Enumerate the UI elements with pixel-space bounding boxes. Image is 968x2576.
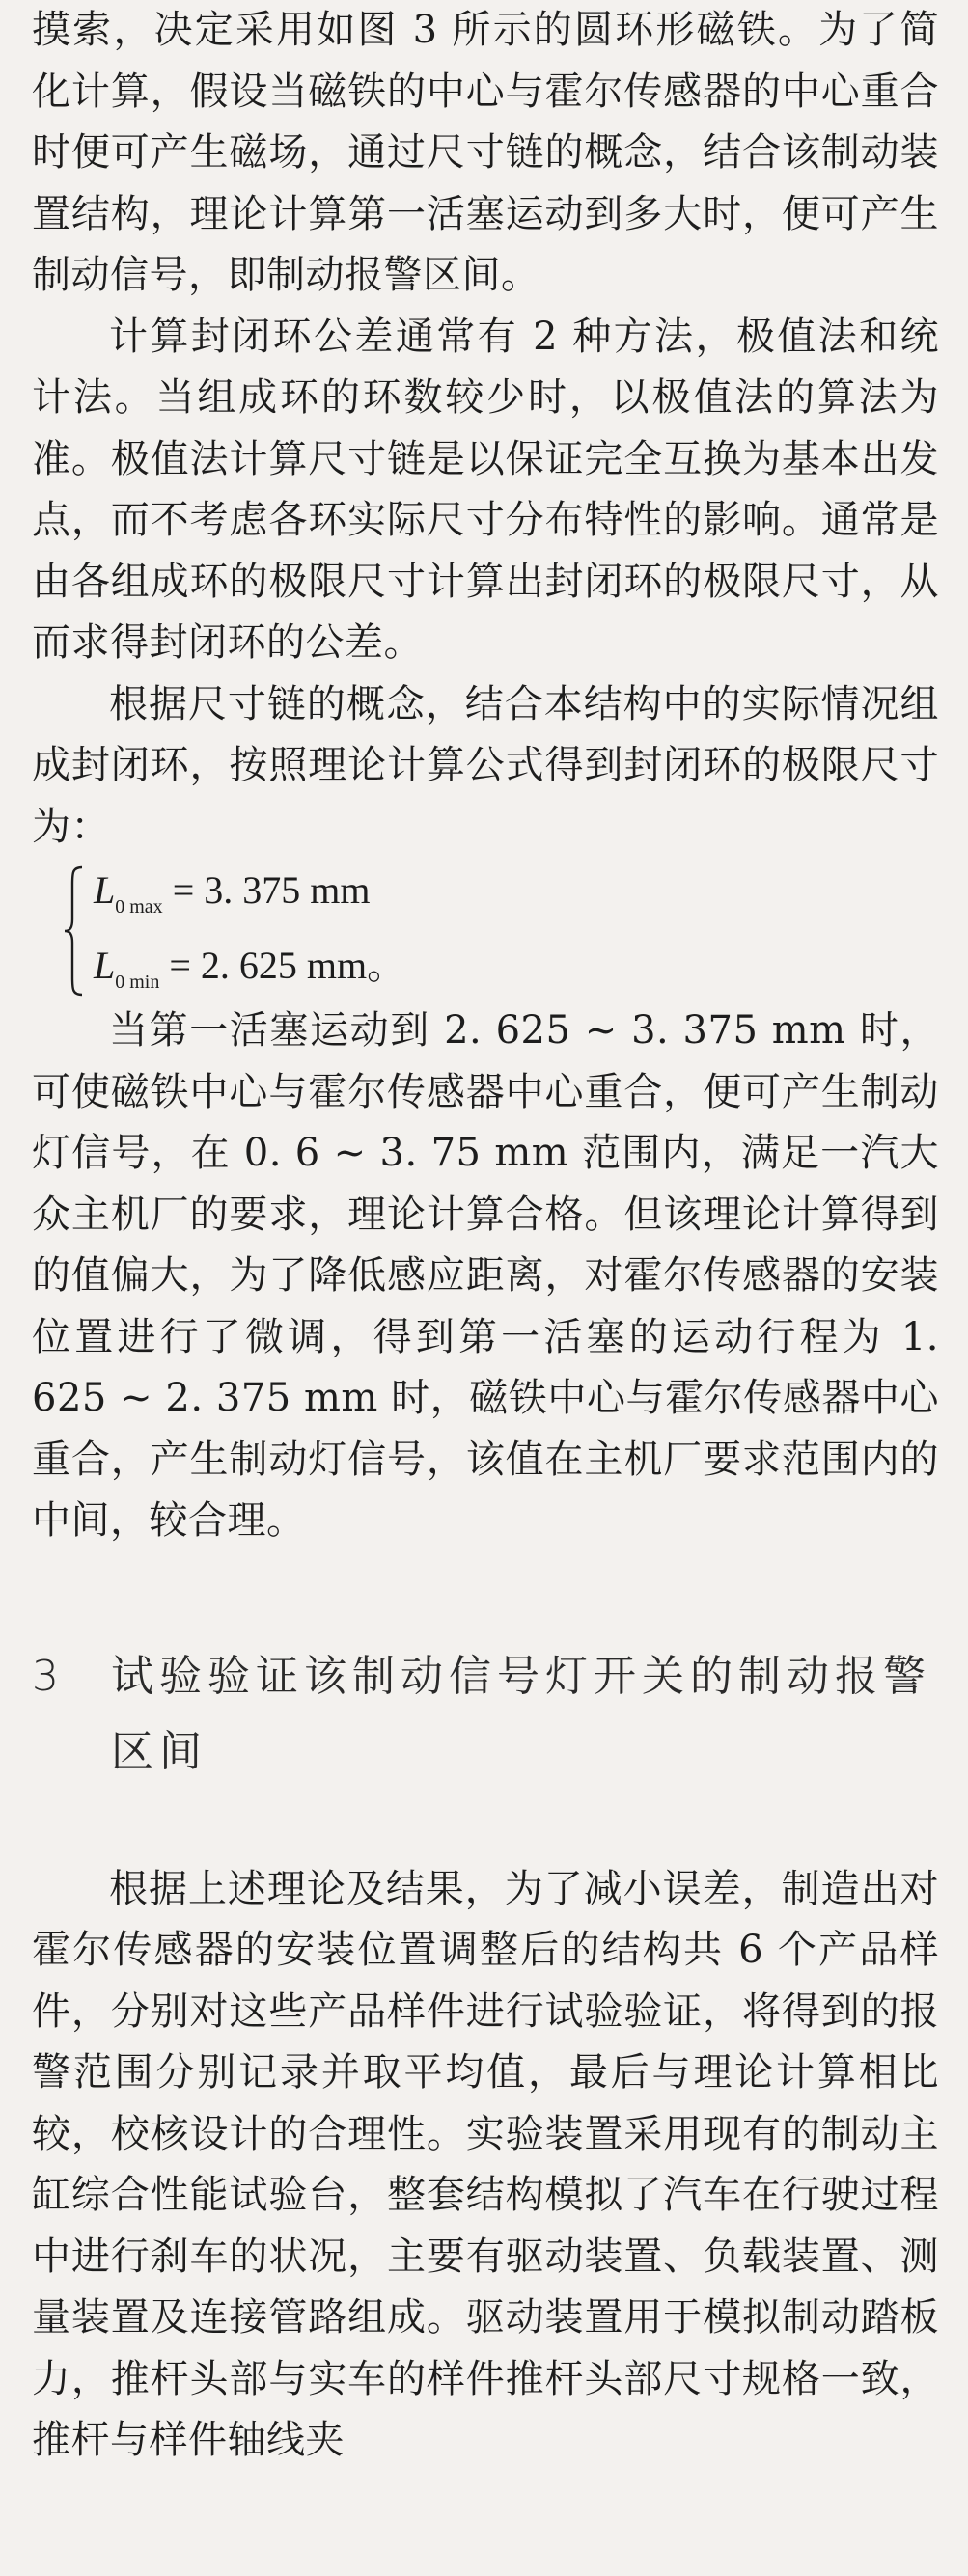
formula-row-min: [94, 935, 405, 994]
formula-row-max: [94, 867, 370, 918]
formula-value: = 3. 375 mm: [172, 868, 371, 912]
section-title: 试验验证该制动信号灯开关的制动报警区间: [111, 1651, 931, 1776]
formula-subscript: 0 max: [115, 896, 163, 918]
limit-size-formula: [63, 865, 939, 1000]
paragraph-3: 根据尺寸链的概念，结合本结构中的实际情况组成封闭环，按照理论计算公式得到封闭环的极限尺寸为：: [32, 681, 939, 849]
formula-subscript: 0 min: [115, 972, 160, 993]
formula-value: = 2. 625 mm。: [169, 944, 406, 987]
paragraph-1: 摸索，决定采用如图 3 所示的圆环形磁铁。为了简化计算，假设当磁铁的中心与霍尔传感器的中心重合时便可产生磁场，通过尺寸链的概念，结合该制动装置结构，理论计算第一活塞运动到多大时，便可产生制动信号，即制动报警区间。: [32, 8, 939, 297]
formula-variable: L: [94, 868, 116, 912]
formula-variable: L: [94, 944, 116, 987]
section-number: 3: [32, 1651, 59, 1701]
section-heading: [32, 1639, 939, 1790]
paragraph-2: 计算封闭环公差通常有 2 种方法，极值法和统计法。当组成环的环数较少时，以极值法的算法为准。极值法计算尺寸链是以保证完全互换为基本出发点，而不考虑各环实际尺寸分布特性的影响。通常是由各组成环的极限尺寸计算出封闭环的极限尺寸，从而求得封闭环的公差。: [32, 314, 939, 665]
paragraph-5: 根据上述理论及结果，为了减小误差，制造出对霍尔传感器的安装位置调整后的结构共 6 个产品样件，分别对这些产品样件进行试验验证，将得到的报警范围分别记录并取平均值，最后与理论计算相比较，校核设计的合理性。实验装置采用现有的制动主缸综合性能试验台，整套结构模拟了汽车在行驶过程中进行刹车的状况，主要有驱动装置、负载装置、测量装置及连接管路组成。驱动装置用于模拟制动踏板力，推杆头部与实车的样件推杆头部尺寸规格一致，推杆与样件轴线夹: [32, 1866, 939, 2462]
left-brace-icon: [63, 865, 84, 997]
paragraph-4: 当第一活塞运动到 2. 625 ~ 3. 375 mm 时，可使磁铁中心与霍尔传感器中心重合，便可产生制动灯信号，在 0. 6 ~ 3. 75 mm 范围内，满足一汽大众主机厂的要求，理论计算合格。但该理论计算得到的值偏大，为了降低感应距离，对霍尔传感器的安装位置进行了微调，得到第一活塞的运动行程为 1. 625 ~ 2. 375 mm 时，磁铁中心与霍尔传感器中心重合，产生制动灯信号，该值在主机厂要求范围内的中间，较合理。: [32, 1008, 939, 1543]
